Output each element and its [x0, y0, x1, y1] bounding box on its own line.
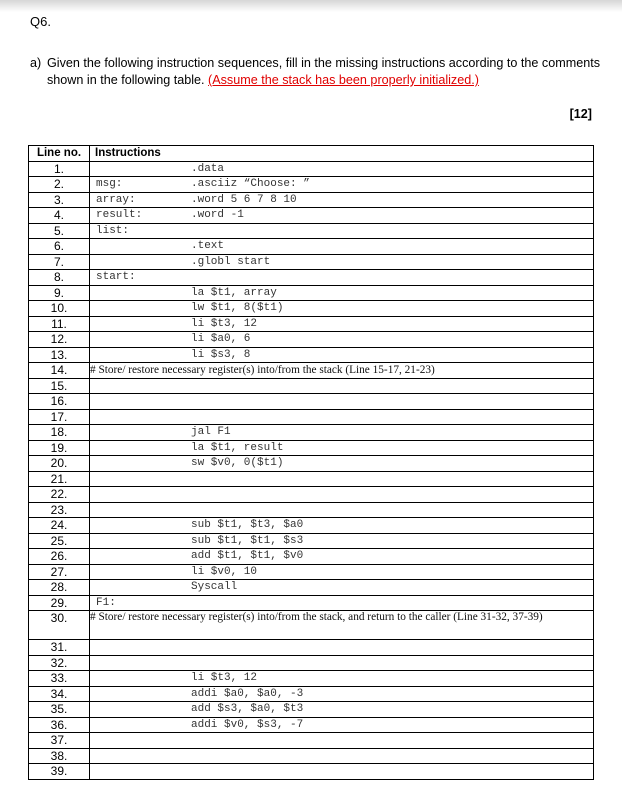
- blank-answer-row[interactable]: [29, 640, 594, 656]
- answer-cell[interactable]: [90, 640, 594, 656]
- line-number: 28.: [29, 580, 90, 596]
- blank-answer-row[interactable]: [29, 502, 594, 518]
- table-row: [29, 285, 594, 301]
- table-row: [29, 549, 594, 565]
- answer-cell[interactable]: [90, 733, 594, 749]
- question-number: Q6.: [30, 14, 51, 29]
- answer-cell[interactable]: [90, 471, 594, 487]
- answer-cell[interactable]: [90, 748, 594, 764]
- line-number: 39.: [29, 764, 90, 780]
- line-number: 14.: [29, 363, 90, 379]
- table-row: [29, 595, 594, 611]
- code-instruction: add $s3, $a0, $t3: [191, 703, 304, 715]
- instruction-cell: [90, 564, 594, 580]
- line-number: 29.: [29, 595, 90, 611]
- header-line-no: Line no.: [29, 146, 90, 162]
- table-row: [29, 564, 594, 580]
- code-label: result:: [96, 209, 143, 221]
- line-number: 10.: [29, 301, 90, 317]
- blank-answer-row[interactable]: [29, 471, 594, 487]
- line-number: 11.: [29, 316, 90, 332]
- line-number: 2.: [29, 177, 90, 193]
- code-label: start:: [96, 271, 136, 283]
- code-instruction: sub $t1, $t3, $a0: [191, 519, 304, 531]
- code-instruction: li $s3, 8: [191, 348, 251, 361]
- blank-answer-row[interactable]: [29, 764, 594, 780]
- code-instruction: addi $v0, $s3, -7: [191, 718, 304, 731]
- code-instruction: .globl start: [191, 255, 271, 268]
- blank-answer-row[interactable]: [29, 409, 594, 425]
- comment-cell: # Store/ restore necessary register(s) into/from the stack, and return to the caller (Line 31-32, 37-39): [90, 611, 594, 640]
- answer-cell[interactable]: [90, 487, 594, 503]
- table-row: [29, 717, 594, 733]
- comment-row: [29, 363, 594, 379]
- line-number: 33.: [29, 671, 90, 687]
- instruction-cell: [90, 686, 594, 702]
- answer-cell[interactable]: [90, 764, 594, 780]
- table-row: [29, 580, 594, 596]
- instruction-cell: [90, 285, 594, 301]
- code-instruction: addi $a0, $a0, -3: [191, 687, 304, 700]
- line-number: 13.: [29, 347, 90, 363]
- table-row: [29, 177, 594, 193]
- line-number: 5.: [29, 223, 90, 239]
- line-number: 26.: [29, 549, 90, 565]
- code-instruction: li $v0, 10: [191, 565, 258, 578]
- line-number: 15.: [29, 378, 90, 394]
- instruction-cell: [90, 440, 594, 456]
- instruction-cell: [90, 549, 594, 565]
- code-instruction: .text: [191, 240, 225, 252]
- answer-cell[interactable]: [90, 394, 594, 410]
- part-text: Given the following instruction sequences, fill in the missing instructions according to the comments shown in the following table.: [47, 56, 600, 87]
- line-number: 21.: [29, 471, 90, 487]
- instruction-cell: [90, 671, 594, 687]
- instruction-cell: [90, 580, 594, 596]
- instruction-cell: [90, 223, 594, 239]
- code-instruction: .data: [191, 162, 225, 175]
- instruction-cell: [90, 208, 594, 224]
- code-label: F1:: [96, 596, 116, 609]
- code-instruction: sw $v0, 0($t1): [191, 457, 284, 469]
- code-instruction: Syscall: [191, 581, 238, 593]
- instruction-cell: [90, 316, 594, 332]
- line-number: 36.: [29, 717, 90, 733]
- blank-answer-row[interactable]: [29, 394, 594, 410]
- line-number: 24.: [29, 518, 90, 534]
- table-row: [29, 440, 594, 456]
- instruction-cell: [90, 518, 594, 534]
- line-number: 8.: [29, 270, 90, 286]
- instruction-cell: [90, 425, 594, 441]
- line-number: 31.: [29, 640, 90, 656]
- table-row: [29, 671, 594, 687]
- line-number: 4.: [29, 208, 90, 224]
- table-row: [29, 686, 594, 702]
- instruction-cell: [90, 301, 594, 317]
- line-number: 35.: [29, 702, 90, 718]
- line-number: 17.: [29, 409, 90, 425]
- line-number: 37.: [29, 733, 90, 749]
- line-number: 25.: [29, 533, 90, 549]
- line-number: 1.: [29, 161, 90, 177]
- answer-cell[interactable]: [90, 655, 594, 671]
- part-label: a): [30, 56, 42, 70]
- table-row: [29, 316, 594, 332]
- line-number: 23.: [29, 502, 90, 518]
- part-text-block: [47, 55, 600, 89]
- comment-cell: # Store/ restore necessary register(s) into/from the stack (Line 15-17, 21-23): [90, 363, 594, 379]
- question-paragraph: [30, 55, 600, 89]
- code-instruction: sub $t1, $t1, $s3: [191, 534, 304, 547]
- line-number: 30.: [29, 611, 90, 640]
- code-instruction: lw $t1, 8($t1): [191, 302, 284, 314]
- code-instruction: .word -1: [191, 209, 244, 221]
- line-number: 9.: [29, 285, 90, 301]
- instruction-cell: [90, 254, 594, 270]
- instruction-cell: [90, 192, 594, 208]
- line-number: 12.: [29, 332, 90, 348]
- instruction-cell: [90, 595, 594, 611]
- blank-answer-row[interactable]: [29, 733, 594, 749]
- comment-row: [29, 611, 594, 640]
- line-number: 32.: [29, 655, 90, 671]
- line-number: 22.: [29, 487, 90, 503]
- table-row: [29, 425, 594, 441]
- table-row: [29, 270, 594, 286]
- marks-label: [12]: [569, 107, 592, 121]
- table-row: [29, 518, 594, 534]
- code-instruction: jal F1: [191, 426, 231, 438]
- line-number: 27.: [29, 564, 90, 580]
- table-row: [29, 332, 594, 348]
- blank-answer-row[interactable]: [29, 748, 594, 764]
- instruction-cell: [90, 270, 594, 286]
- table-row: [29, 301, 594, 317]
- line-number: 20.: [29, 456, 90, 472]
- line-number: 34.: [29, 686, 90, 702]
- table-row: [29, 192, 594, 208]
- line-number: 16.: [29, 394, 90, 410]
- code-instruction: add $t1, $t1, $v0: [191, 550, 304, 562]
- code-instruction: la $t1, result: [191, 441, 284, 454]
- line-number: 38.: [29, 748, 90, 764]
- table-row: [29, 347, 594, 363]
- code-label: msg:: [96, 178, 123, 190]
- code-instruction: .word 5 6 7 8 10: [191, 193, 297, 206]
- instruction-cell: [90, 702, 594, 718]
- line-number: 18.: [29, 425, 90, 441]
- instruction-cell: [90, 161, 594, 177]
- line-number: 19.: [29, 440, 90, 456]
- code-instruction: .asciiz “Choose: ”: [191, 178, 310, 190]
- table-row: [29, 254, 594, 270]
- blank-answer-row[interactable]: [29, 655, 594, 671]
- code-instruction: li $t3, 12: [191, 672, 258, 684]
- answer-cell[interactable]: [90, 409, 594, 425]
- header-instructions: Instructions: [90, 146, 594, 162]
- instruction-cell: [90, 456, 594, 472]
- blank-answer-row[interactable]: [29, 487, 594, 503]
- blank-answer-row[interactable]: [29, 378, 594, 394]
- table-row: [29, 239, 594, 255]
- table-row: [29, 208, 594, 224]
- table-header-row: [29, 146, 594, 162]
- instruction-table: [28, 145, 594, 780]
- table-row: [29, 533, 594, 549]
- instruction-cell: [90, 332, 594, 348]
- table-row: [29, 456, 594, 472]
- line-number: 3.: [29, 192, 90, 208]
- code-instruction: li $a0, 6: [191, 333, 251, 345]
- code-label: list:: [96, 224, 130, 237]
- top-shadow-bar: [0, 0, 622, 12]
- code-instruction: la $t1, array: [191, 286, 277, 299]
- code-instruction: li $t3, 12: [191, 317, 258, 330]
- instruction-rows: [29, 161, 594, 779]
- instruction-cell: [90, 533, 594, 549]
- table-row: [29, 161, 594, 177]
- table-row: [29, 223, 594, 239]
- instruction-cell: [90, 717, 594, 733]
- answer-cell[interactable]: [90, 378, 594, 394]
- table-row: [29, 702, 594, 718]
- line-number: 6.: [29, 239, 90, 255]
- code-label: array:: [96, 193, 136, 206]
- answer-cell[interactable]: [90, 502, 594, 518]
- instruction-cell: [90, 239, 594, 255]
- line-number: 7.: [29, 254, 90, 270]
- stack-note: (Assume the stack has been properly initialized.): [208, 73, 479, 87]
- instruction-cell: [90, 347, 594, 363]
- instruction-cell: [90, 177, 594, 193]
